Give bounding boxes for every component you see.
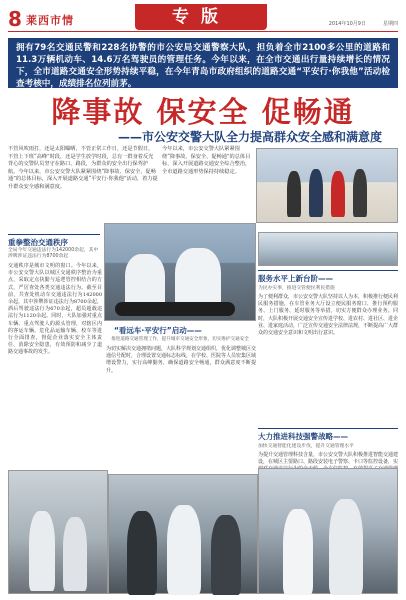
section-3-subtitle: 加快交通智能化建设步伐，提升交通管理水平 [258,444,354,449]
lead-paragraph-2: 今年以来，市公安交警大队紧紧围绕“降事故、保安全、促畅通”的总体目标，深入开展道路交通安全综合整治，全市道路交通形势保持持续稳定。 [162,146,251,175]
person-figure [331,171,345,217]
police-officer-figure [167,505,201,595]
person-figure [309,169,323,217]
paper-name: 莱西市情 [26,14,74,27]
photo-caption-title: “看远车·平安行”启动—— [114,326,202,335]
intro-summary: 拥有79名交通民警和228名协警的市公安局交通警察大队，担负着全市2100多公里的道路和11.3万辆机动车、14.6万名驾驶员的管理任务。今年以来，在全市交通出行量持续增长的情况下，全市道路交通安全形势持续平稳，在今年青岛市政府组织的道路交通“平安行·你我他”活动检查考核中，成绩排名位列前茅。 [8,38,398,88]
person-figure [211,515,241,595]
issue-date: 2014年10月9日 [328,21,366,27]
photo-officers-outdoors [8,470,108,594]
section-1-subtitle: 全局今年交通违法行为142000余起，其中涉牌涉证违法行为8700余起 [8,248,99,259]
photo-officers-with-public [108,474,258,594]
section-banner: 专版 [135,4,267,30]
main-headline: 降事故 保安全 促畅通 [51,95,355,129]
section-rule [258,428,398,429]
person-figure [353,169,367,217]
police-officer-figure [329,499,363,595]
weekday-label: 星期四 [382,21,398,27]
masthead [0,0,406,33]
section-rule [8,234,100,235]
sub-headline: ——市公安交警大队全力提高群众安全感和满意度 [117,130,382,144]
masthead-rule [8,31,398,32]
section-3-body: 为提升交通管理科技含量，市公安交警大队积极推进智能交通建设，在城区主要路口、路段安装电子警察、卡口等监控设备，实 [258,452,399,466]
photo-police-team [258,232,398,266]
police-officer-figure [29,511,55,591]
motorcycle-shape [115,302,235,316]
section-2-subtitle: 为民办实事，推进交管便民利民措施 [258,286,335,291]
police-officer-figure [175,248,221,310]
photo-traffic-police-patrol [104,223,256,321]
section-2-body: 为了便利群众，市公安交警大队坚持以人为本，积极推行便民利民服务措施，在车管业务大厅设立便民服务窗口，推行预约服务、上门服务、延时服务等举措，切实方便群众办理业务。同时，大队积极开展交通安全宣传进学校、进农村、进社区、进企业、进家庭活动，广泛宣传交通安全法律法规，不断提高广大群众的交通安全意识和文明出行意识。 [258,294,399,337]
section-1-body: 交通秩序是城市文明的窗口。今年以来，市公安交警大队以城区交通秩序整治为重点，采取定点执勤与巡逻管控相结合的方式，严厉查处各类交通违法行为。截至目前，共查处机动车交通违法行为142000余起，其中涉牌涉证违法行为8700余起，酒后驾驶违法行为670余起，超员超载违法行为1120余起。同时，大队加强对重点车辆、重点驾驶人的源头管理，对辖区内的客运车辆、危化品运输车辆、校车等进行全面排查，督促企业落实安全主体责任，消除安全隐患，有效预防和减少了道路交通事故的发生。 [8,263,102,356]
lead-paragraph: 不管风吹雨打，还是太阳曝晒，不管正常工作日，还是节假日，不管上下班“高峰”时段，还是学生放学时段，总有一群身着反光背心的交警队员坚守在路口、路段，为群众的安全出行保驾护航。今年以来，市公安交警大队紧紧围绕“降事故、保安全、促畅通”的总体目标，深入开展道路交通“平安行·你我他”活动，着力提升群众安全感和满意度。 [8,146,158,190]
page-number: 8 [8,7,22,31]
section-1-title: 重拳整治交通秩序 [8,238,68,247]
police-officer-figure [125,254,165,308]
center-body: 为切实解决交通拥堵问题，大队科学规划交通组织，优化调整城区交通信号配时，合理设置交通标志标线，在学校、医院等人员密集区域增设警力，实行高峰勤务，确保道路安全畅通，群众满意度不断提升。 [106,346,257,374]
section-rule [258,270,398,271]
section-3-title: 大力推进科技强警战略—— [258,432,348,441]
section-2-title: 服务水平上新台阶—— [258,274,333,283]
person-figure [287,171,301,217]
person-figure [127,511,157,595]
photo-award-ceremony [256,148,398,223]
police-officer-figure [283,509,313,595]
photo-caption-subtitle: 推进道路交通管理工作，提升城市交通安全形象，切实维护交通安全 [111,337,249,342]
photo-police-inspection [258,468,398,594]
police-officer-figure [63,517,87,591]
